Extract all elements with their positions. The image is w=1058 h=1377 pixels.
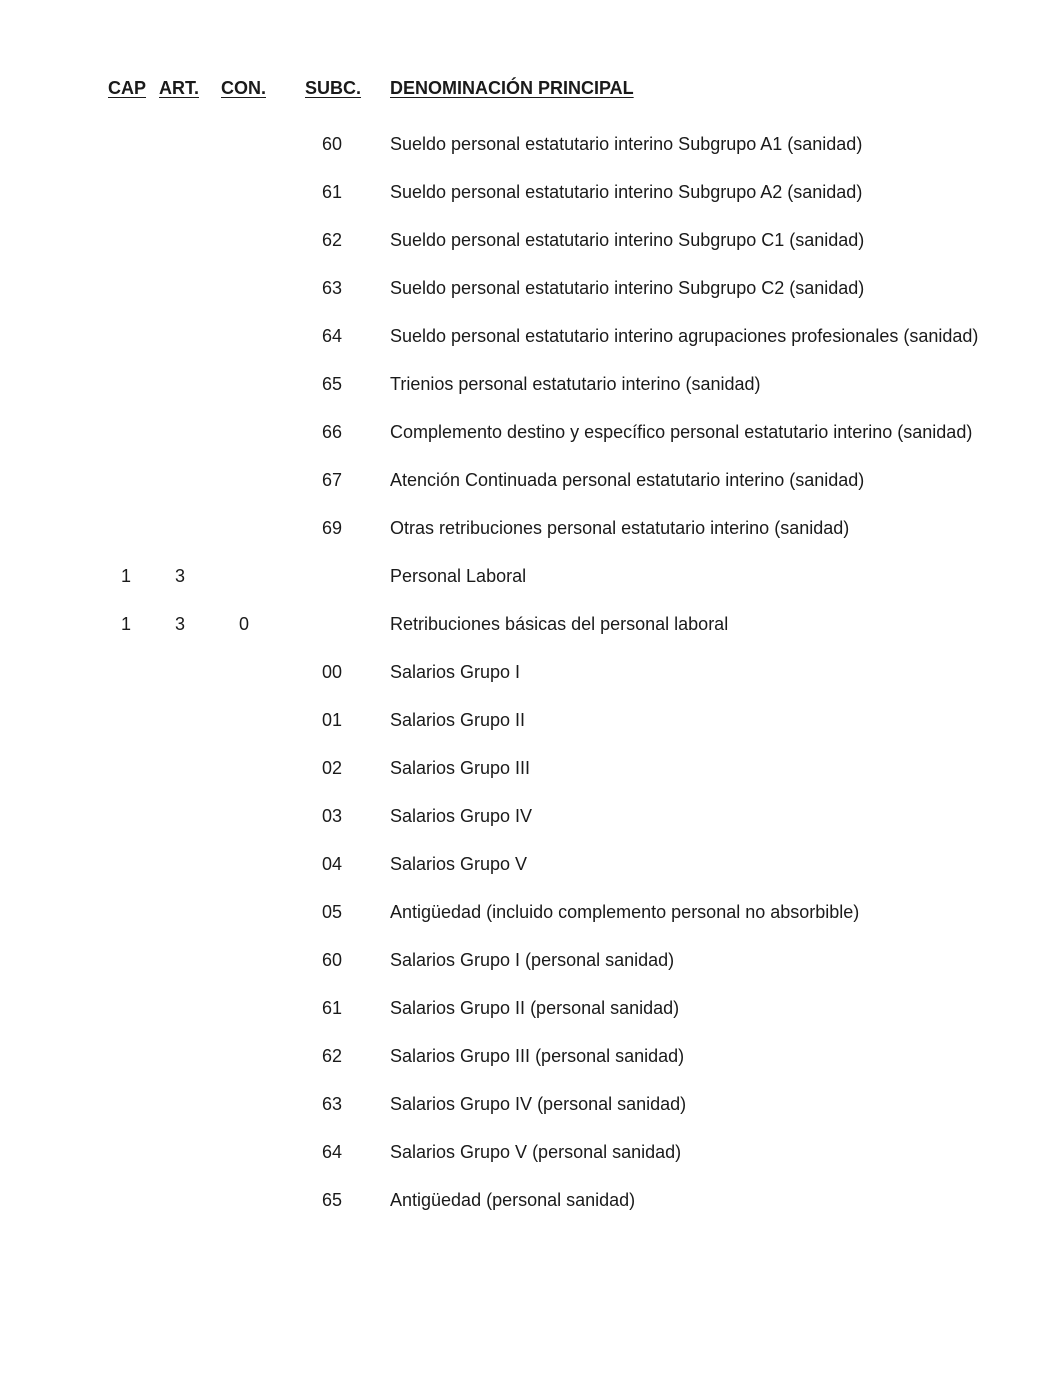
- subc-cell: 64: [321, 1142, 343, 1162]
- subc-cell: 65: [321, 374, 343, 394]
- denominacion-cell: Sueldo personal estatutario interino Subgrupo A1 (sanidad): [390, 134, 863, 154]
- table-row: [0, 365, 1058, 403]
- denominacion-cell: Otras retribuciones personal estatutario interino (sanidad): [390, 518, 850, 538]
- subc-cell: 62: [321, 230, 343, 250]
- subc-cell: 60: [321, 134, 343, 154]
- denominacion-cell: Sueldo personal estatutario interino agrupaciones profesionales (sanidad): [390, 326, 979, 346]
- denominacion-cell: Personal Laboral: [390, 566, 527, 586]
- subc-cell: 04: [321, 854, 343, 874]
- denominacion-cell: Salarios Grupo III (personal sanidad): [390, 1046, 685, 1066]
- subc-cell: 60: [321, 950, 343, 970]
- denominacion-cell: Sueldo personal estatutario interino Subgrupo C1 (sanidad): [390, 230, 865, 250]
- table-row: [0, 557, 1058, 595]
- denominacion-cell: Salarios Grupo V: [390, 854, 528, 874]
- denominacion-cell: Sueldo personal estatutario interino Subgrupo A2 (sanidad): [390, 182, 863, 202]
- table-row: [0, 1085, 1058, 1123]
- table-row: [0, 1181, 1058, 1219]
- subc-cell: 65: [321, 1190, 343, 1210]
- header-cap: CAP: [108, 78, 147, 98]
- table-row: [0, 221, 1058, 259]
- denominacion-cell: Salarios Grupo IV (personal sanidad): [390, 1094, 687, 1114]
- denominacion-cell: Salarios Grupo II: [390, 710, 526, 730]
- subc-cell: 63: [321, 278, 343, 298]
- table-row: [0, 989, 1058, 1027]
- subc-cell: 64: [321, 326, 343, 346]
- denominacion-cell: Salarios Grupo I (personal sanidad): [390, 950, 675, 970]
- table-header: [0, 78, 1058, 104]
- subc-cell: 01: [321, 710, 343, 730]
- subc-cell: 00: [321, 662, 343, 682]
- table-row: [0, 1133, 1058, 1171]
- table-row: [0, 605, 1058, 643]
- table-row: [0, 845, 1058, 883]
- denominacion-cell: Salarios Grupo V (personal sanidad): [390, 1142, 682, 1162]
- table-row: [0, 749, 1058, 787]
- subc-cell: 66: [321, 422, 343, 442]
- budget-code-list: [0, 125, 1058, 1229]
- denominacion-cell: Antigüedad (incluido complemento personal no absorbible): [390, 902, 860, 922]
- table-row: [0, 653, 1058, 691]
- subc-cell: 63: [321, 1094, 343, 1114]
- header-art: ART.: [159, 78, 199, 98]
- denominacion-cell: Salarios Grupo IV: [390, 806, 533, 826]
- subc-cell: 69: [321, 518, 343, 538]
- cap-cell: 1: [120, 566, 131, 586]
- table-row: [0, 317, 1058, 355]
- table-row: [0, 797, 1058, 835]
- subc-cell: 61: [321, 998, 343, 1018]
- subc-cell: 67: [321, 470, 343, 490]
- con-cell: 0: [238, 614, 249, 634]
- denominacion-cell: Sueldo personal estatutario interino Subgrupo C2 (sanidad): [390, 278, 865, 298]
- art-cell: 3: [174, 566, 185, 586]
- denominacion-cell: Salarios Grupo II (personal sanidad): [390, 998, 680, 1018]
- table-row: [0, 413, 1058, 451]
- header-denominacion: DENOMINACIÓN PRINCIPAL: [390, 78, 634, 98]
- subc-cell: 61: [321, 182, 343, 202]
- subc-cell: 62: [321, 1046, 343, 1066]
- denominacion-cell: Complemento destino y específico personal estatutario interino (sanidad): [390, 422, 973, 442]
- denominacion-cell: Salarios Grupo I: [390, 662, 521, 682]
- table-row: [0, 461, 1058, 499]
- table-row: [0, 125, 1058, 163]
- table-row: [0, 941, 1058, 979]
- table-row: [0, 701, 1058, 739]
- subc-cell: 02: [321, 758, 343, 778]
- table-row: [0, 173, 1058, 211]
- subc-cell: 03: [321, 806, 343, 826]
- denominacion-cell: Salarios Grupo III: [390, 758, 531, 778]
- denominacion-cell: Trienios personal estatutario interino (sanidad): [390, 374, 761, 394]
- denominacion-cell: Atención Continuada personal estatutario interino (sanidad): [390, 470, 865, 490]
- subc-cell: 05: [321, 902, 343, 922]
- header-subc: SUBC.: [305, 78, 362, 98]
- denominacion-cell: Retribuciones básicas del personal laboral: [390, 614, 729, 634]
- cap-cell: 1: [120, 614, 131, 634]
- table-row: [0, 509, 1058, 547]
- denominacion-cell: Antigüedad (personal sanidad): [390, 1190, 636, 1210]
- header-con: CON.: [221, 78, 266, 98]
- table-row: [0, 893, 1058, 931]
- table-row: [0, 269, 1058, 307]
- table-row: [0, 1037, 1058, 1075]
- art-cell: 3: [174, 614, 185, 634]
